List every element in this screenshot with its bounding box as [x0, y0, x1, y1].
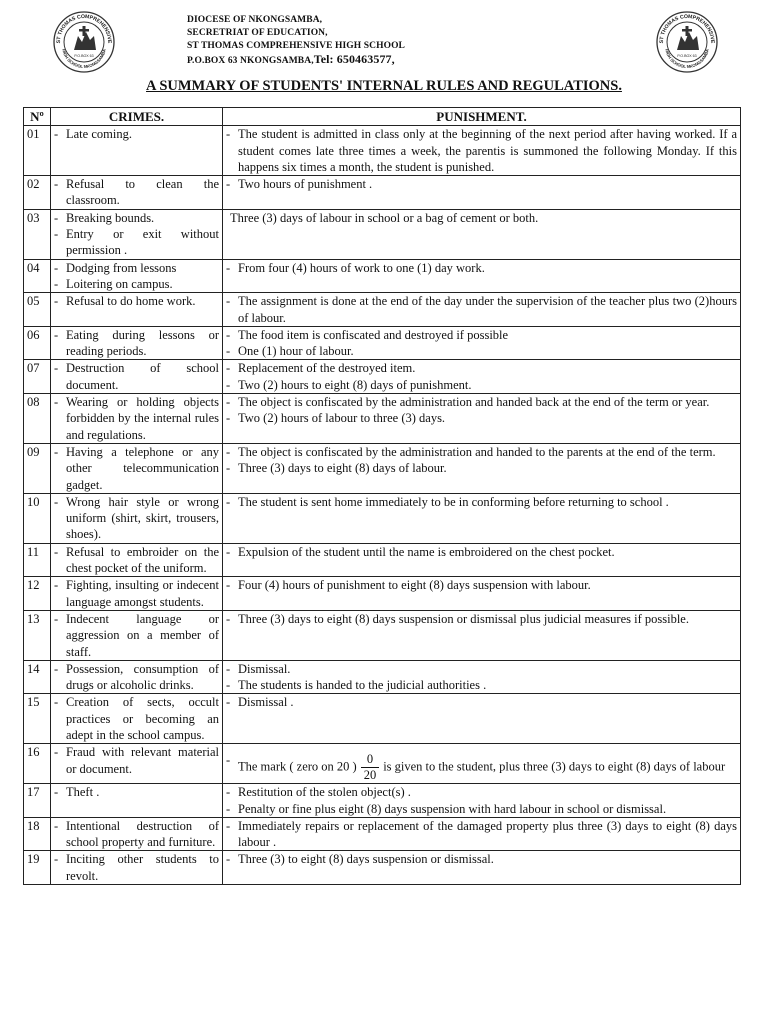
punishment-text: Two (2) hours to eight (8) days of punishment.	[238, 377, 472, 392]
crime-cell	[51, 577, 223, 611]
crime-item: - Eating during lessons or reading periods.	[54, 327, 219, 359]
column-header-crimes: CRIMES.	[51, 108, 223, 126]
crime-item: - Wearing or holding objects forbidden by the internal rules and regulations.	[54, 395, 219, 442]
column-header-punishment: PUNISHMENT.	[223, 108, 741, 126]
rule-number: 11	[24, 543, 51, 577]
rule-number: 03	[24, 209, 51, 259]
punishment-text: Penalty or fine plus eight (8) days suspension with hard labour in school or dismissal.	[238, 801, 667, 816]
punishment-cell	[223, 660, 741, 694]
rule-number: 09	[24, 443, 51, 493]
punishment-text: Dismissal.	[238, 661, 291, 676]
crime-text: Late coming.	[66, 127, 132, 142]
table-row	[24, 577, 741, 611]
crime-cell	[51, 610, 223, 660]
crime-item: - Indecent language or aggression on a member of staff.	[54, 611, 219, 659]
crime-cell	[51, 851, 223, 885]
punishment-item: - Immediately repairs or replacement of the damaged property plus three (3) days to eight (8) days labour .	[226, 818, 737, 850]
punishment-item: - Expulsion of the student until the name is embroidered on the chest pocket.	[226, 544, 737, 560]
crime-item: - Dodging from lessons	[54, 260, 219, 276]
punishment-text: Three (3) days to eight (8) days suspension or dismissal plus judicial measures if possible.	[238, 611, 689, 626]
punishment-cell	[223, 443, 741, 493]
punishment-item: - Four (4) hours of punishment to eight (8) days suspension with labour.	[226, 577, 737, 593]
crime-item: - Fighting, insulting or indecent language amongst students.	[54, 578, 219, 609]
punishment-item: - Two hours of punishment .	[226, 176, 737, 192]
crime-cell	[51, 784, 223, 818]
crime-text: Eating during lessons or reading periods.	[66, 327, 219, 359]
rule-number: 14	[24, 660, 51, 694]
punishment-text: Two hours of punishment .	[238, 177, 373, 192]
rule-number: 12	[24, 577, 51, 611]
rule-number: 06	[24, 326, 51, 360]
crime-cell	[51, 126, 223, 176]
contact-line: P.O.BOX 63 NKONGSAMBA,Tel: 650463577,	[187, 52, 395, 66]
crime-text: Fighting, insulting or indecent language amongst students.	[66, 578, 219, 609]
punishment-item: - Two (2) hours of labour to three (3) days.	[226, 410, 737, 426]
punishment-item: - The student is sent home immediately to be in conforming before returning to school .	[226, 494, 737, 510]
rule-number: 04	[24, 259, 51, 293]
punishment-item: - The student is admitted in class only at the beginning of the next period after having worked. If a student comes late three times a week, the parentis is summoned the following Monday. If this happens six times a month, the student is punished.	[226, 127, 737, 174]
table-row	[24, 360, 741, 394]
punishment-text: Restitution of the stolen object(s) .	[238, 785, 411, 800]
table-row	[24, 817, 741, 851]
punishment-cell	[223, 176, 741, 210]
table-row	[24, 493, 741, 543]
punishment-item: - One (1) hour of labour.	[226, 343, 737, 359]
punishment-cell	[223, 326, 741, 360]
table-row	[24, 209, 741, 259]
punishment-text: Three (3) to eight (8) days suspension or dismissal.	[238, 852, 494, 867]
rules-table-body	[24, 126, 741, 885]
crime-text: Entry or exit without permission .	[66, 227, 219, 258]
crime-item: - Breaking bounds.	[54, 210, 219, 226]
table-header-row	[24, 108, 741, 126]
punishment-cell	[223, 543, 741, 577]
crime-text: Loitering on campus.	[66, 276, 173, 291]
punishment-text: Two (2) hours of labour to three (3) days.	[238, 411, 446, 426]
punishment-text: The object is confiscated by the administration and handed to the parents at the end of the term.	[238, 444, 716, 459]
table-row	[24, 394, 741, 444]
crime-item: - Refusal to do home work.	[54, 293, 219, 309]
crime-text: Inciting other students to revolt.	[66, 852, 219, 883]
punishment-item: - The food item is confiscated and destroyed if possible	[226, 327, 737, 343]
crime-cell	[51, 744, 223, 784]
rule-number: 16	[24, 744, 51, 784]
table-row	[24, 543, 741, 577]
school-seal-icon	[655, 10, 719, 74]
crime-item: - Late coming.	[54, 126, 219, 142]
rule-number: 19	[24, 851, 51, 885]
punishment-cell	[223, 817, 741, 851]
diocese-line: DIOCESE OF NKONGSAMBA,	[187, 15, 323, 25]
rules-table	[23, 107, 741, 885]
document-title: A SUMMARY OF STUDENTS' INTERNAL RULES AND REGULATIONS.	[146, 78, 622, 94]
punishment-item: - Three (3) days to eight (8) days of labour.	[226, 460, 737, 476]
crime-text: Wrong hair style or wrong uniform (shirt, skirt, trousers, shoes).	[66, 494, 219, 542]
rule-number: 05	[24, 293, 51, 327]
punishment-text: Four (4) hours of punishment to eight (8) days suspension with labour.	[238, 578, 591, 593]
table-row	[24, 293, 741, 327]
crime-cell	[51, 443, 223, 493]
table-row	[24, 259, 741, 293]
crime-text: Indecent language or aggression on a member of staff.	[66, 611, 219, 659]
crime-text: Refusal to clean the classroom.	[66, 177, 219, 208]
crime-cell	[51, 394, 223, 444]
rule-number: 18	[24, 817, 51, 851]
table-row	[24, 744, 741, 784]
crime-item: - Entry or exit without permission .	[54, 227, 219, 258]
rule-number: 08	[24, 394, 51, 444]
crime-item: - Wrong hair style or wrong uniform (shirt, skirt, trousers, shoes).	[54, 494, 219, 542]
punishment-cell	[223, 394, 741, 444]
rule-number: 07	[24, 360, 51, 394]
punishment-text: The student is sent home immediately to be in conforming before returning to school .	[238, 494, 669, 509]
punishment-item: - Restitution of the stolen object(s) .	[226, 784, 737, 800]
table-row	[24, 326, 741, 360]
table-row	[24, 784, 741, 818]
crime-item: - Having a telephone or any other telecommunication gadget.	[54, 444, 219, 492]
school-address-block	[187, 14, 405, 68]
table-row	[24, 443, 741, 493]
crime-item: - Refusal to clean the classroom.	[54, 177, 219, 208]
crime-item: - Possession, consumption of drugs or alcoholic drinks.	[54, 661, 219, 693]
crime-text: Breaking bounds.	[66, 210, 155, 225]
rule-number: 10	[24, 493, 51, 543]
crime-cell	[51, 360, 223, 394]
punishment-text: Dismissal .	[238, 695, 294, 710]
punishment-item: - Two (2) hours to eight (8) days of punishment.	[226, 377, 737, 393]
school-seal-icon	[52, 10, 116, 74]
column-header-number: Nº	[24, 108, 51, 126]
table-row	[24, 610, 741, 660]
crime-text: Fraud with relevant material or document.	[66, 745, 219, 776]
crime-cell	[51, 209, 223, 259]
punishment-item: - Dismissal .	[226, 694, 737, 710]
punishment-cell	[223, 209, 741, 259]
punishment-cell	[223, 259, 741, 293]
punishment-item: - Penalty or fine plus eight (8) days suspension with hard labour in school or dismissal.	[226, 801, 737, 817]
crime-cell	[51, 176, 223, 210]
crime-text: Creation of sects, occult practices or becoming an adept in the school campus.	[66, 695, 219, 742]
crime-item: - Inciting other students to revolt.	[54, 852, 219, 883]
zero-on-twenty-fraction: $\frac{0}{20}$	[361, 752, 380, 783]
punishment-text: Replacement of the destroyed item.	[238, 361, 416, 376]
crime-text: Wearing or holding objects forbidden by the internal rules and regulations.	[66, 395, 219, 442]
punishment-cell	[223, 694, 741, 744]
crime-cell	[51, 660, 223, 694]
punishment-item: - Replacement of the destroyed item.	[226, 360, 737, 376]
punishment-cell	[223, 293, 741, 327]
crime-text: Refusal to do home work.	[66, 294, 196, 309]
table-row	[24, 851, 741, 885]
crime-cell	[51, 293, 223, 327]
crime-item: - Theft .	[54, 784, 219, 800]
punishment-text: The student is admitted in class only at the beginning of the next period after having worked. If a student comes late three times a week, the parentis is summoned the following Monday. If this happens six times a month, the student is punished.	[238, 127, 737, 174]
punishment-text: Expulsion of the student until the name is embroidered on the chest pocket.	[238, 544, 615, 559]
punishment-item: - The mark ( zero on 20 ) $\frac{0}{20}$ is given to the student, plus three (3) days to eight (8) days of labour	[226, 752, 726, 783]
svg-text:ST THOMAS COMPREHENSIVE: ST THOMAS COMPREHENSIVE	[658, 13, 716, 44]
punishment-item: - The students is handed to the judicial authorities .	[226, 677, 737, 693]
punishment-text: The object is confiscated by the administration and handed back at the end of the term or year.	[238, 395, 710, 410]
table-row	[24, 694, 741, 744]
punishment-cell	[223, 360, 741, 394]
punishment-cell	[223, 851, 741, 885]
rule-number: 02	[24, 176, 51, 210]
crime-cell	[51, 493, 223, 543]
crime-item: - Creation of sects, occult practices or becoming an adept in the school campus.	[54, 695, 219, 742]
punishment-item: - Three (3) days to eight (8) days suspension or dismissal plus judicial measures if possible.	[226, 611, 737, 627]
punishment-item: - The assignment is done at the end of the day under the supervision of the teacher plus two (2)hours of labour.	[226, 294, 737, 325]
crime-cell	[51, 817, 223, 851]
telephone: Tel: 650463577,	[313, 52, 395, 66]
punishment-item: - The object is confiscated by the administration and handed to the parents at the end of the term.	[226, 444, 737, 460]
secretariat-line: SECRETRIAT OF EDUCATION,	[187, 28, 328, 38]
punishment-text: The assignment is done at the end of the day under the supervision of the teacher plus two (2)hours of labour.	[238, 294, 737, 325]
document-header	[0, 0, 768, 105]
rule-number: 15	[24, 694, 51, 744]
table-row	[24, 126, 741, 176]
punishment-cell	[223, 784, 741, 818]
table-row	[24, 660, 741, 694]
table-row	[24, 176, 741, 210]
punishment-cell	[223, 493, 741, 543]
crime-cell	[51, 259, 223, 293]
punishment-text: From four (4) hours of work to one (1) day work.	[238, 260, 485, 275]
crime-cell	[51, 326, 223, 360]
crime-text: Intentional destruction of school property and furniture.	[66, 818, 219, 850]
svg-text:ST THOMAS COMPREHENSIVE: ST THOMAS COMPREHENSIVE	[55, 13, 113, 44]
crime-item: - Loitering on campus.	[54, 276, 219, 292]
punishment-item: - Three (3) to eight (8) days suspension or dismissal.	[226, 851, 737, 867]
svg-text:HIGH SCHOOL NKONGSAMBA: HIGH SCHOOL NKONGSAMBA	[664, 48, 710, 70]
punishment-text: Immediately repairs or replacement of the damaged property plus three (3) days to eight (8) days labour .	[238, 818, 737, 850]
crime-item: - Fraud with relevant material or document.	[54, 745, 219, 776]
crime-text: Possession, consumption of drugs or alcoholic drinks.	[66, 661, 219, 693]
crime-item: - Refusal to embroider on the chest pocket of the uniform.	[54, 544, 219, 576]
crime-text: Destruction of school document.	[66, 361, 219, 392]
crime-item: - Intentional destruction of school property and furniture.	[54, 818, 219, 850]
svg-text:P.O.BOX 63: P.O.BOX 63	[677, 54, 697, 58]
svg-text:P.O.BOX 63: P.O.BOX 63	[74, 54, 94, 58]
punishment-cell	[223, 126, 741, 176]
crime-text: Dodging from lessons	[66, 260, 177, 275]
crime-text: Having a telephone or any other telecommunication gadget.	[66, 444, 219, 492]
punishment-item: - The object is confiscated by the administration and handed back at the end of the term or year.	[226, 394, 737, 410]
punishment-text: The food item is confiscated and destroyed if possible	[238, 327, 509, 342]
svg-text:HIGH SCHOOL NKONGSAMBA: HIGH SCHOOL NKONGSAMBA	[61, 48, 107, 70]
punishment-text: Three (3) days to eight (8) days of labour.	[238, 461, 447, 476]
punishment-text: One (1) hour of labour.	[238, 344, 354, 359]
rule-number: 13	[24, 610, 51, 660]
punishment-cell	[223, 610, 741, 660]
punishment-cell	[223, 577, 741, 611]
rule-number: 01	[24, 126, 51, 176]
crime-text: Theft .	[66, 785, 100, 800]
crime-cell	[51, 543, 223, 577]
crime-text: Refusal to embroider on the chest pocket of the uniform.	[66, 544, 219, 576]
punishment-text: Three (3) days of labour in school or a bag of cement or both.	[230, 210, 539, 225]
rule-number: 17	[24, 784, 51, 818]
crime-item: - Destruction of school document.	[54, 361, 219, 392]
punishment-item: - Dismissal.	[226, 661, 737, 677]
punishment-text: The students is handed to the judicial authorities .	[238, 678, 487, 693]
school-name-line: ST THOMAS COMPREHENSIVE HIGH SCHOOL	[187, 41, 405, 51]
crime-cell	[51, 694, 223, 744]
punishment-cell	[223, 744, 741, 784]
punishment-item: - From four (4) hours of work to one (1) day work.	[226, 260, 737, 276]
